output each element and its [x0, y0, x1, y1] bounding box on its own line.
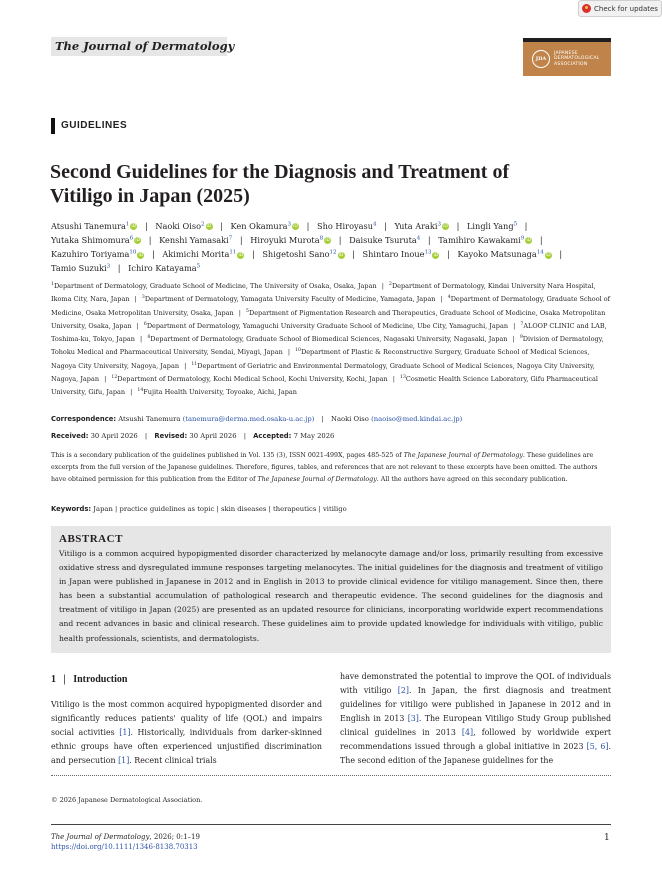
orcid-icon[interactable]: iD	[206, 224, 212, 230]
body-column-left: Vitiligo is the most common acquired hypopigmented disorder and significantly reduces patients' quality of life (QOL) and impairs social activities [1]. Historically, individuals from darker-skinned ethnic groups have often experienced unjustified discrimination and persecution [1]. Recent clinical trials	[51, 700, 323, 765]
keywords: Keywords: Japan | practice guidelines as topic | skin diseases | therapeutics | vitiligo	[51, 505, 347, 513]
email-link[interactable]: (naoiso@med.kindai.ac.jp)	[371, 415, 463, 423]
dates: Received: 30 April 2026 | Revised: 30 April 2026 | Accepted: 7 May 2026	[51, 432, 335, 440]
page-number: 1	[604, 833, 610, 843]
copyright: © 2026 Japanese Dermatological Association.	[51, 796, 203, 804]
affiliation: $^3$Department of Dermatology, Yamagata University Faculty of Medicine, Yamagata, Japan	[141, 295, 436, 304]
footer-divider	[51, 824, 611, 825]
orcid-icon[interactable]: iD	[138, 252, 144, 258]
check-for-updates-button[interactable]	[578, 0, 662, 17]
orcid-icon[interactable]: iD	[293, 224, 298, 230]
footer-citation: The Journal of Dermatology, 2026; 0:1–19	[51, 833, 200, 841]
affiliation: $^{11}$Department of Geriatric and Environmental Dermatology, Graduate School of Medical Sciences, Nagoya City University, Nagoya, Japan	[51, 361, 595, 383]
author-name: Yuta Araki$^3$ iD	[394, 220, 448, 231]
affiliation: $^2$Department of Dermatology, Kindai University Nara Hospital, Ikoma City, Nara, Japan	[51, 282, 596, 304]
citation-link[interactable]: [3]	[407, 714, 419, 723]
abstract-heading: ABSTRACT	[59, 533, 123, 545]
affiliation: $^5$Department of Pigmentation Research and Therapeutics, Graduate School of Medicine, Osaka Metropolitan University, Osaka, Japan	[51, 308, 606, 330]
author-name: Daisuke Tsuruta$^4$	[349, 234, 421, 245]
orcid-icon[interactable]: iD	[545, 252, 551, 258]
affiliation: $^9$Division of Dermatology, Tohoku Medical and Pharmaceutical University, Sendai, Miyagi, Japan	[51, 335, 604, 357]
society-logo	[523, 38, 611, 76]
author-name: Yutaka Shimomura$^6$ iD	[51, 234, 140, 245]
orcid-icon[interactable]: iD	[443, 224, 448, 230]
affiliations: $^1$Department of Dermatology, Graduate School of Medicine, The University of Osaka, Osaka, Japan | $^2$Department of Dermatology, Kindai University Nara Hospital, Ikoma City, Nara, Japan | $^3$Department of Dermatology, Yamagata University Faculty of Medicine, Yamagata, Japan | $^4$Department of Dermatology, Graduate School of Medicine, Osaka Metropolitan University, Osaka, Japan | $^5$Department of Pigmentation Research and Therapeutics, Graduate School of Medicine, Osaka Metropolitan University, Osaka, Japan | $^6$Department of Dermatology, Yamaguchi University Graduate School of Medicine, Ube City, Yamaguchi, Japan | $^7$ALOOP CLINIC and LAB, Toshima-ku, Tokyo, Japan | $^8$Department of Dermatology, Graduate School of Biomedical Sciences, Nagasaki University, Nagasaki, Japan | $^9$Division of Dermatology, Tohoku Medical and Pharmaceutical University, Sendai, Miyagi, Japan | $^{10}$Department of Plastic & Reconstructive Surgery, Graduate School of Medical Sciences, Nagoya City University, Nagoya, Japan | $^{11}$Department of Geriatric and Environmental Dermatology, Graduate School of Medical Sciences, Nagoya City University, Nagoya, Japan | $^{12}$Department of Dermatology, Kochi Medical School, Kochi University, Kochi, Japan | $^{13}$Cosmetic Health Science Laboratory, Gifu Pharmaceutical University, Gifu, Japan | $^{14}$Fujita Health University, Toyoake, Aichi, Japan	[51, 282, 611, 397]
affiliation: $^8$Department of Dermatology, Graduate School of Biomedical Sciences, Nagasaki University, Nagasaki, Japan	[147, 335, 508, 344]
crossmark-icon	[582, 4, 591, 13]
section-heading-introduction: 1 | Introduction	[51, 674, 128, 685]
citation-link[interactable]: [4]	[461, 728, 474, 737]
correspondence: Correspondence: Atsushi Tanemura (tanemura@derma.med.osaka-u.ac.jp) | Naoki Oiso (naoiso@med.kindai.ac.jp)	[51, 415, 463, 423]
author-name: Shigetoshi Sano$^{12}$ iD	[262, 249, 344, 260]
orcid-icon[interactable]: iD	[338, 252, 344, 258]
orcid-icon[interactable]: iD	[131, 224, 137, 230]
orcid-icon[interactable]: iD	[135, 238, 140, 244]
author-name: Atsushi Tanemura$^1$ iD	[51, 220, 137, 231]
author-name: Tamihiro Kawakami$^9$ iD	[438, 234, 532, 245]
affiliation: $^{12}$Department of Dermatology, Kochi Medical School, Kochi University, Kochi, Japan	[111, 374, 388, 383]
citation-link[interactable]: [5, 6]	[586, 742, 609, 751]
article-title: Second Guidelines for the Diagnosis and Treatment of Vitiligo in Japan (2025)	[50, 161, 510, 207]
doi-link[interactable]: https://doi.org/10.1111/1346-8138.70313	[51, 843, 198, 851]
author-name: Kayoko Matsunaga$^{14}$ iD	[457, 249, 551, 260]
publication-note: This is a secondary publication of the guidelines published in Vol. 135 (3), ISSN 0021-499X, pages 485-525 of The Japanese Journal of Dermatology. These guidelines are excerpts from the full version of the Japanese guidelines. Therefore, figures, tables, and references that are not relevant to these excerpts have been omitted. The authors have obtained permission for this publication from the Editor of The Japanese Journal of Dermatology. All the authors have agreed on this secondary publication.	[51, 452, 598, 483]
affiliation: $^{10}$Department of Plastic & Reconstructive Surgery, Graduate School of Medical Sciences, Nagoya City University, Nagoya, Japan	[51, 348, 590, 370]
orcid-icon[interactable]: iD	[238, 252, 244, 258]
author-name: Akimichi Morita$^{11}$ iD	[162, 249, 244, 260]
abstract-body: Vitiligo is a common acquired hypopigmented disorder characterized by melanocyte damage and/or loss, primarily resulting from excessive oxidative stress and dysregulated immune responses targeting melanocytes. The initial guidelines for the diagnosis and treatment of vitiligo in Japan were published in Japanese in 2012 and in English in 2013 to provide clinical evidence for vitiligo management. Since then, there has been a substantial accumulation of pathological research and therapeutic evidence. The second guidelines for the diagnosis and treatment of vitiligo in Japan (2025) are presented as an updated resource for clinicians, incorporating worldwide expert recommendations and recent advances in basic and clinical research. These guidelines aim to provide updated knowledge for individuals with vitiligo, public health professionals, scientists, and dermatologists.	[59, 549, 603, 643]
affiliation: $^{14}$Fujita Health University, Toyoake, Aichi, Japan	[137, 388, 297, 397]
author-list: Atsushi Tanemura$^1$ iD | Naoki Oiso$^2$ iD | Ken Okamura$^3$ iD | Sho Hiroyasu$^4$ | Yuta Araki$^3$ iD | Lingli Yang$^5$ | Yutaka Shimomura$^6$ iD | Kenshi Yamasaki$^7$ | Hiroyuki Murota$^8$ iD | Daisuke Tsuruta$^4$ | Tamihiro Kawakami$^9$ iD | Kazuhiro Toriyama$^{10}$ iD | Akimichi Morita$^{11}$ iD | Shigetoshi Sano$^{12}$ iD | Shintaro Inoue$^{13}$ iD | Kayoko Matsunaga$^{14}$ iD | Tamio Suzuki$^3$ | Ichiro Katayama$^5$	[51, 220, 563, 274]
author-name: Ichiro Katayama$^5$	[128, 263, 201, 274]
author-name: Naoki Oiso$^2$ iD	[155, 220, 212, 231]
section-marker	[51, 118, 55, 134]
author-name: Sho Hiroyasu$^4$	[316, 220, 377, 231]
affiliation: $^6$Department of Dermatology, Yamaguchi University Graduate School of Medicine, Ube City, Yamaguchi, Japan	[143, 321, 509, 330]
check-updates-label: Check for updates	[594, 4, 658, 13]
affiliation: $^{13}$Cosmetic Health Science Laboratory, Gifu Pharmaceutical University, Gifu, Japan	[51, 374, 598, 397]
affiliation: $^1$Department of Dermatology, Graduate School of Medicine, The University of Osaka, Osaka, Japan	[51, 282, 377, 291]
orcid-icon[interactable]: iD	[433, 252, 439, 258]
author-name: Tamio Suzuki$^3$	[51, 263, 111, 274]
author-name: Lingli Yang$^5$	[466, 220, 518, 231]
author-name: Kazuhiro Toriyama$^{10}$ iD	[51, 249, 144, 260]
citation-link[interactable]: [1]	[118, 756, 130, 765]
divider	[51, 775, 611, 776]
orcid-icon[interactable]: iD	[526, 238, 532, 244]
affiliation: $^4$Department of Dermatology, Graduate School of Medicine, Osaka Metropolitan University, Osaka, Japan	[51, 295, 611, 317]
society-seal-icon: JDA	[532, 50, 550, 68]
section-label: GUIDELINES	[61, 120, 128, 131]
orcid-icon[interactable]: iD	[325, 238, 330, 244]
author-name: Shintaro Inoue$^{13}$ iD	[362, 249, 439, 260]
journal-name: The Journal of Dermatology	[55, 39, 235, 53]
body-column-right: have demonstrated the potential to improve the QOL of individuals with vitiligo [2]. In Japan, the first diagnosis and treatment guidelines for vitiligo were published in Japanese in 2012 and in English in 2013 [3]. The European Vitiligo Study Group published clinical guidelines in 2013 [4], followed by worldwide expert recommendations issued through a global initiative in 2023 [5, 6]. The second edition of the Japanese guidelines for the	[340, 672, 612, 765]
email-link[interactable]: (tanemura@derma.med.osaka-u.ac.jp)	[182, 415, 315, 423]
citation-link[interactable]: [1]	[119, 728, 131, 737]
author-name: Kenshi Yamasaki$^7$	[159, 234, 233, 245]
author-name: Ken Okamura$^3$ iD	[230, 220, 298, 231]
citation-link[interactable]: [2]	[397, 686, 409, 695]
author-name: Hiroyuki Murota$^8$ iD	[250, 234, 330, 245]
affiliation: $^7$ALOOP CLINIC and LAB, Toshima-ku, Tokyo, Japan	[51, 321, 607, 344]
society-logo-text: JAPANESE DERMATOLOGICAL ASSOCIATION	[554, 50, 600, 67]
